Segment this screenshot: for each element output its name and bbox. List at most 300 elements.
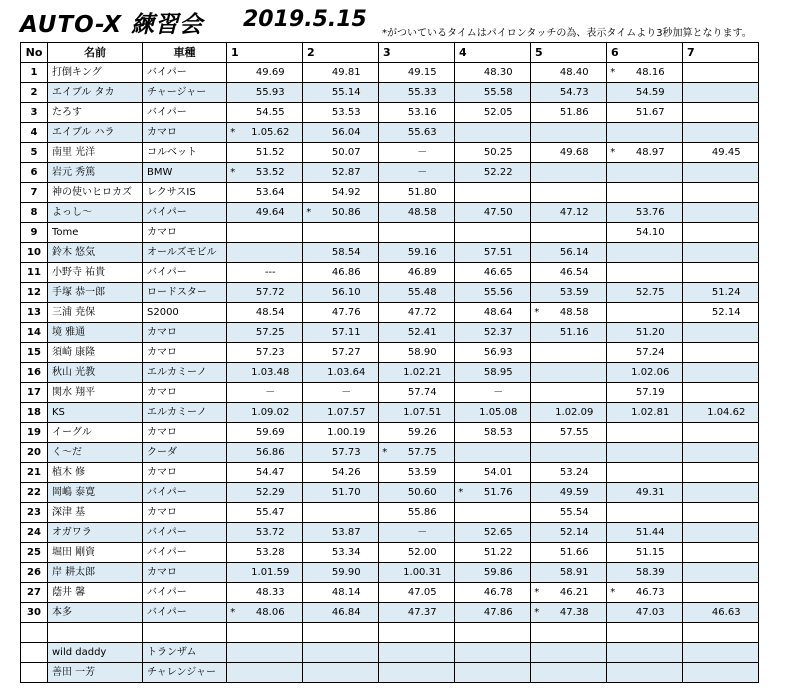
entry-number: 12 bbox=[21, 283, 48, 303]
event-date: 2019.5.15 bbox=[243, 7, 367, 32]
run-time: 55.47 bbox=[239, 503, 303, 523]
run-time: 1.09.02 bbox=[239, 403, 303, 423]
table-row bbox=[21, 283, 759, 303]
run-time: 46.63 bbox=[695, 603, 759, 623]
penalty-flag bbox=[227, 383, 239, 403]
penalty-flag bbox=[607, 643, 619, 663]
run-time bbox=[467, 223, 531, 243]
penalty-flag bbox=[683, 343, 695, 363]
header-run-4: 4 bbox=[455, 43, 531, 63]
penalty-flag bbox=[379, 523, 391, 543]
run-time bbox=[315, 663, 379, 683]
run-time bbox=[543, 443, 607, 463]
run-time: 57.19 bbox=[619, 383, 683, 403]
run-time bbox=[695, 223, 759, 243]
penalty-flag bbox=[227, 543, 239, 563]
penalty-flag bbox=[303, 583, 315, 603]
empty-cell bbox=[315, 623, 379, 643]
run-time: 55.56 bbox=[467, 283, 531, 303]
penalty-flag bbox=[683, 303, 695, 323]
penalty-flag: * bbox=[379, 443, 391, 463]
penalty-flag bbox=[379, 463, 391, 483]
penalty-flag: * bbox=[227, 163, 239, 183]
run-time: 50.07 bbox=[315, 143, 379, 163]
run-time: 57.55 bbox=[543, 423, 607, 443]
penalty-flag bbox=[455, 243, 467, 263]
run-time bbox=[619, 423, 683, 443]
car-model: バイパー bbox=[143, 63, 227, 83]
run-time bbox=[315, 503, 379, 523]
penalty-flag bbox=[303, 403, 315, 423]
run-time bbox=[695, 663, 759, 683]
penalty-flag bbox=[531, 443, 543, 463]
run-time: 49.15 bbox=[391, 63, 455, 83]
penalty-flag: * bbox=[607, 63, 619, 83]
driver-name: 堀田 剛資 bbox=[48, 543, 143, 563]
entry-number bbox=[21, 663, 48, 683]
entry-number: 1 bbox=[21, 63, 48, 83]
run-time: 58.90 bbox=[391, 343, 455, 363]
penalty-flag bbox=[455, 143, 467, 163]
header-name: 名前 bbox=[48, 43, 143, 63]
penalty-flag bbox=[607, 543, 619, 563]
car-model: カマロ bbox=[143, 423, 227, 443]
penalty-flag bbox=[683, 183, 695, 203]
penalty-flag bbox=[303, 343, 315, 363]
run-time: 50.25 bbox=[467, 143, 531, 163]
car-model: バイパー bbox=[143, 583, 227, 603]
run-time: 58.91 bbox=[543, 563, 607, 583]
driver-name: 秋山 光教 bbox=[48, 363, 143, 383]
driver-name: Tome bbox=[48, 223, 143, 243]
penalty-flag: * bbox=[227, 603, 239, 623]
run-time: 52.14 bbox=[695, 303, 759, 323]
penalty-flag bbox=[227, 203, 239, 223]
table-row bbox=[21, 303, 759, 323]
run-time: 1.01.59 bbox=[239, 563, 303, 583]
penalty-flag bbox=[379, 663, 391, 683]
run-time: 48.33 bbox=[239, 583, 303, 603]
run-time: 49.64 bbox=[239, 203, 303, 223]
run-time: 52.22 bbox=[467, 163, 531, 183]
run-time: 54.47 bbox=[239, 463, 303, 483]
driver-name: エイブル ハラ bbox=[48, 123, 143, 143]
run-time bbox=[543, 223, 607, 243]
run-time: 46.86 bbox=[315, 263, 379, 283]
table-row bbox=[21, 83, 759, 103]
run-time bbox=[619, 183, 683, 203]
penalty-flag bbox=[227, 283, 239, 303]
run-time bbox=[695, 123, 759, 143]
run-time bbox=[619, 263, 683, 283]
penalty-flag bbox=[455, 303, 467, 323]
table-row bbox=[21, 63, 759, 83]
table-row bbox=[21, 483, 759, 503]
table-row bbox=[21, 123, 759, 143]
penalty-flag bbox=[607, 663, 619, 683]
penalty-flag bbox=[607, 603, 619, 623]
run-time: 1.03.48 bbox=[239, 363, 303, 383]
run-time: 49.69 bbox=[239, 63, 303, 83]
penalty-flag bbox=[227, 63, 239, 83]
run-time: － bbox=[391, 143, 455, 163]
run-time bbox=[619, 643, 683, 663]
entry-number: 2 bbox=[21, 83, 48, 103]
run-time: 49.45 bbox=[695, 143, 759, 163]
run-time: 48.30 bbox=[467, 63, 531, 83]
table-row bbox=[21, 503, 759, 523]
penalty-flag: * bbox=[531, 583, 543, 603]
penalty-flag bbox=[683, 643, 695, 663]
run-time: － bbox=[391, 523, 455, 543]
run-time: 56.14 bbox=[543, 243, 607, 263]
penalty-flag bbox=[607, 363, 619, 383]
run-time: － bbox=[391, 163, 455, 183]
penalty-flag bbox=[227, 183, 239, 203]
table-row bbox=[21, 583, 759, 603]
run-time bbox=[239, 663, 303, 683]
run-time bbox=[467, 183, 531, 203]
penalty-flag bbox=[227, 143, 239, 163]
run-time bbox=[543, 663, 607, 683]
table-row bbox=[21, 203, 759, 223]
run-time: 57.11 bbox=[315, 323, 379, 343]
penalty-flag bbox=[455, 363, 467, 383]
run-time bbox=[619, 463, 683, 483]
penalty-flag bbox=[303, 323, 315, 343]
entry-number: 18 bbox=[21, 403, 48, 423]
header-run-7: 7 bbox=[683, 43, 759, 63]
table-row bbox=[21, 523, 759, 543]
run-time: 46.89 bbox=[391, 263, 455, 283]
run-time: 54.59 bbox=[619, 83, 683, 103]
run-time: 53.16 bbox=[391, 103, 455, 123]
penalty-flag bbox=[683, 523, 695, 543]
run-time: 53.52 bbox=[239, 163, 303, 183]
car-model: オールズモビル bbox=[143, 243, 227, 263]
header-run-1: 1 bbox=[227, 43, 303, 63]
penalty-flag bbox=[683, 223, 695, 243]
penalty-flag bbox=[683, 163, 695, 183]
run-time: 1.02.21 bbox=[391, 363, 455, 383]
driver-name: wild daddy bbox=[48, 643, 143, 663]
driver-name: オガワラ bbox=[48, 523, 143, 543]
run-time: 51.22 bbox=[467, 543, 531, 563]
empty-cell bbox=[543, 623, 607, 643]
table-row bbox=[21, 663, 759, 683]
penalty-flag bbox=[227, 363, 239, 383]
run-time: 55.54 bbox=[543, 503, 607, 523]
run-time: 47.72 bbox=[391, 303, 455, 323]
penalty-flag bbox=[379, 263, 391, 283]
penalty-flag bbox=[227, 483, 239, 503]
entry-number: 3 bbox=[21, 103, 48, 123]
driver-name: 鈴木 悠気 bbox=[48, 243, 143, 263]
run-time: 47.37 bbox=[391, 603, 455, 623]
driver-name: 手塚 恭一郎 bbox=[48, 283, 143, 303]
penalty-flag bbox=[455, 263, 467, 283]
entry-number: 24 bbox=[21, 523, 48, 543]
car-model: コルベット bbox=[143, 143, 227, 163]
empty-cell bbox=[143, 623, 227, 643]
driver-name: 岩元 秀篤 bbox=[48, 163, 143, 183]
spacer-row bbox=[21, 623, 759, 643]
car-model: トランザム bbox=[143, 643, 227, 663]
car-model: カマロ bbox=[143, 383, 227, 403]
run-time: 51.67 bbox=[619, 103, 683, 123]
penalty-flag bbox=[227, 343, 239, 363]
run-time bbox=[695, 543, 759, 563]
run-time bbox=[695, 323, 759, 343]
penalty-flag bbox=[303, 183, 315, 203]
run-time: 58.95 bbox=[467, 363, 531, 383]
car-model: バイパー bbox=[143, 103, 227, 123]
run-time: 51.80 bbox=[391, 183, 455, 203]
run-time: 48.54 bbox=[239, 303, 303, 323]
empty-cell bbox=[21, 623, 48, 643]
penalty-flag bbox=[303, 523, 315, 543]
car-model: レクサスIS bbox=[143, 183, 227, 203]
run-time: 47.03 bbox=[619, 603, 683, 623]
penalty-flag bbox=[303, 463, 315, 483]
run-time: 48.97 bbox=[619, 143, 683, 163]
run-time: 47.38 bbox=[543, 603, 607, 623]
entry-number bbox=[21, 643, 48, 663]
run-time: 51.52 bbox=[239, 143, 303, 163]
empty-cell bbox=[379, 623, 391, 643]
run-time: 56.04 bbox=[315, 123, 379, 143]
penalty-flag bbox=[455, 523, 467, 543]
penalty-flag bbox=[683, 463, 695, 483]
penalty-flag bbox=[379, 583, 391, 603]
penalty-flag: * bbox=[607, 143, 619, 163]
run-time: 47.50 bbox=[467, 203, 531, 223]
penalty-flag bbox=[531, 503, 543, 523]
penalty-flag bbox=[607, 423, 619, 443]
penalty-flag bbox=[227, 503, 239, 523]
car-model: カマロ bbox=[143, 463, 227, 483]
penalty-flag bbox=[531, 383, 543, 403]
run-time: 55.14 bbox=[315, 83, 379, 103]
table-row bbox=[21, 223, 759, 243]
penalty-flag bbox=[455, 323, 467, 343]
table-row bbox=[21, 603, 759, 623]
penalty-flag bbox=[227, 583, 239, 603]
penalty-flag bbox=[455, 123, 467, 143]
penalty-flag bbox=[379, 363, 391, 383]
penalty-flag bbox=[683, 503, 695, 523]
run-time bbox=[619, 503, 683, 523]
penalty-flag: * bbox=[227, 123, 239, 143]
entry-number: 22 bbox=[21, 483, 48, 503]
entry-number: 21 bbox=[21, 463, 48, 483]
penalty-flag bbox=[683, 663, 695, 683]
run-time: 57.75 bbox=[391, 443, 455, 463]
run-time: 57.74 bbox=[391, 383, 455, 403]
entry-number: 7 bbox=[21, 183, 48, 203]
penalty-flag bbox=[531, 403, 543, 423]
penalty-flag bbox=[683, 203, 695, 223]
header-car: 車種 bbox=[143, 43, 227, 63]
run-time: 51.70 bbox=[315, 483, 379, 503]
empty-cell bbox=[48, 623, 143, 643]
run-time: 1.02.09 bbox=[543, 403, 607, 423]
penalty-flag bbox=[455, 563, 467, 583]
penalty-flag bbox=[227, 83, 239, 103]
penalty-flag bbox=[455, 443, 467, 463]
penalty-flag bbox=[379, 243, 391, 263]
table-row bbox=[21, 323, 759, 343]
penalty-flag bbox=[455, 643, 467, 663]
run-time: 47.05 bbox=[391, 583, 455, 603]
run-time: 54.55 bbox=[239, 103, 303, 123]
penalty-flag bbox=[607, 203, 619, 223]
run-time: 55.33 bbox=[391, 83, 455, 103]
run-time: 56.93 bbox=[467, 343, 531, 363]
penalty-flag bbox=[303, 63, 315, 83]
penalty-flag bbox=[303, 543, 315, 563]
penalty-flag bbox=[379, 383, 391, 403]
driver-name: 打倒キング bbox=[48, 63, 143, 83]
run-time bbox=[619, 443, 683, 463]
penalty-flag bbox=[531, 283, 543, 303]
run-time: 49.59 bbox=[543, 483, 607, 503]
penalty-flag bbox=[683, 383, 695, 403]
run-time bbox=[695, 583, 759, 603]
empty-cell bbox=[695, 623, 759, 643]
penalty-flag bbox=[379, 483, 391, 503]
empty-cell bbox=[239, 623, 303, 643]
table-row bbox=[21, 363, 759, 383]
entry-number: 19 bbox=[21, 423, 48, 443]
run-time: 55.58 bbox=[467, 83, 531, 103]
penalty-flag bbox=[227, 663, 239, 683]
run-time: 49.31 bbox=[619, 483, 683, 503]
run-time bbox=[315, 643, 379, 663]
penalty-flag bbox=[531, 523, 543, 543]
run-time: 51.44 bbox=[619, 523, 683, 543]
empty-cell bbox=[391, 623, 455, 643]
run-time: 48.40 bbox=[543, 63, 607, 83]
penalty-flag bbox=[455, 463, 467, 483]
entry-number: 11 bbox=[21, 263, 48, 283]
entry-number: 6 bbox=[21, 163, 48, 183]
table-row bbox=[21, 423, 759, 443]
run-time bbox=[695, 443, 759, 463]
penalty-flag bbox=[303, 103, 315, 123]
driver-name: よっし～ bbox=[48, 203, 143, 223]
run-time bbox=[695, 83, 759, 103]
entry-number: 20 bbox=[21, 443, 48, 463]
penalty-flag bbox=[531, 63, 543, 83]
run-time bbox=[695, 363, 759, 383]
penalty-flag bbox=[379, 403, 391, 423]
run-time bbox=[695, 103, 759, 123]
header-run-2: 2 bbox=[303, 43, 379, 63]
entry-number: 8 bbox=[21, 203, 48, 223]
run-time: 52.29 bbox=[239, 483, 303, 503]
run-time: 1.05.62 bbox=[239, 123, 303, 143]
penalty-flag bbox=[379, 143, 391, 163]
run-time: 1.07.57 bbox=[315, 403, 379, 423]
car-model: S2000 bbox=[143, 303, 227, 323]
penalty-flag bbox=[607, 503, 619, 523]
penalty-flag: * bbox=[607, 583, 619, 603]
run-time bbox=[619, 163, 683, 183]
penalty-flag bbox=[531, 343, 543, 363]
penalty-flag bbox=[303, 223, 315, 243]
driver-name: 岡嶋 泰寛 bbox=[48, 483, 143, 503]
run-time: 56.10 bbox=[315, 283, 379, 303]
penalty-flag bbox=[683, 583, 695, 603]
penalty-flag bbox=[683, 263, 695, 283]
driver-name: たろす bbox=[48, 103, 143, 123]
penalty-flag bbox=[531, 223, 543, 243]
run-time bbox=[543, 343, 607, 363]
table-row bbox=[21, 643, 759, 663]
penalty-flag: * bbox=[531, 303, 543, 323]
entry-number: 14 bbox=[21, 323, 48, 343]
table-row bbox=[21, 543, 759, 563]
penalty-flag bbox=[607, 343, 619, 363]
penalty-flag bbox=[531, 243, 543, 263]
penalty-flag bbox=[607, 123, 619, 143]
car-model: ロードスター bbox=[143, 283, 227, 303]
penalty-flag bbox=[455, 203, 467, 223]
driver-name: く～だ bbox=[48, 443, 143, 463]
table-row bbox=[21, 463, 759, 483]
penalty-flag bbox=[607, 303, 619, 323]
car-model: クーダ bbox=[143, 443, 227, 463]
run-time bbox=[543, 183, 607, 203]
penalty-flag bbox=[531, 563, 543, 583]
penalty-flag bbox=[303, 143, 315, 163]
results-body bbox=[21, 43, 759, 683]
car-model: バイパー bbox=[143, 603, 227, 623]
penalty-flag bbox=[607, 523, 619, 543]
penalty-flag bbox=[379, 283, 391, 303]
driver-name: 蔭井 馨 bbox=[48, 583, 143, 603]
driver-name: 岸 耕太郎 bbox=[48, 563, 143, 583]
run-time: － bbox=[315, 383, 379, 403]
run-time bbox=[695, 343, 759, 363]
penalty-flag bbox=[227, 303, 239, 323]
run-time bbox=[391, 643, 455, 663]
table-row bbox=[21, 563, 759, 583]
penalty-flag bbox=[531, 103, 543, 123]
run-time bbox=[695, 463, 759, 483]
penalty-flag bbox=[379, 563, 391, 583]
penalty-flag bbox=[379, 323, 391, 343]
penalty-flag bbox=[683, 83, 695, 103]
run-time: 57.25 bbox=[239, 323, 303, 343]
penalty-flag bbox=[227, 443, 239, 463]
driver-name: イーグル bbox=[48, 423, 143, 443]
run-time: 53.87 bbox=[315, 523, 379, 543]
entry-number: 25 bbox=[21, 543, 48, 563]
penalty-flag: * bbox=[303, 203, 315, 223]
penalty-flag bbox=[227, 243, 239, 263]
run-time: 58.54 bbox=[315, 243, 379, 263]
run-time: 53.34 bbox=[315, 543, 379, 563]
penalty-flag bbox=[379, 543, 391, 563]
penalty-flag bbox=[683, 123, 695, 143]
run-time: 58.53 bbox=[467, 423, 531, 443]
run-time: 46.21 bbox=[543, 583, 607, 603]
penalty-flag bbox=[227, 223, 239, 243]
run-time: 1.00.19 bbox=[315, 423, 379, 443]
run-time: 53.28 bbox=[239, 543, 303, 563]
